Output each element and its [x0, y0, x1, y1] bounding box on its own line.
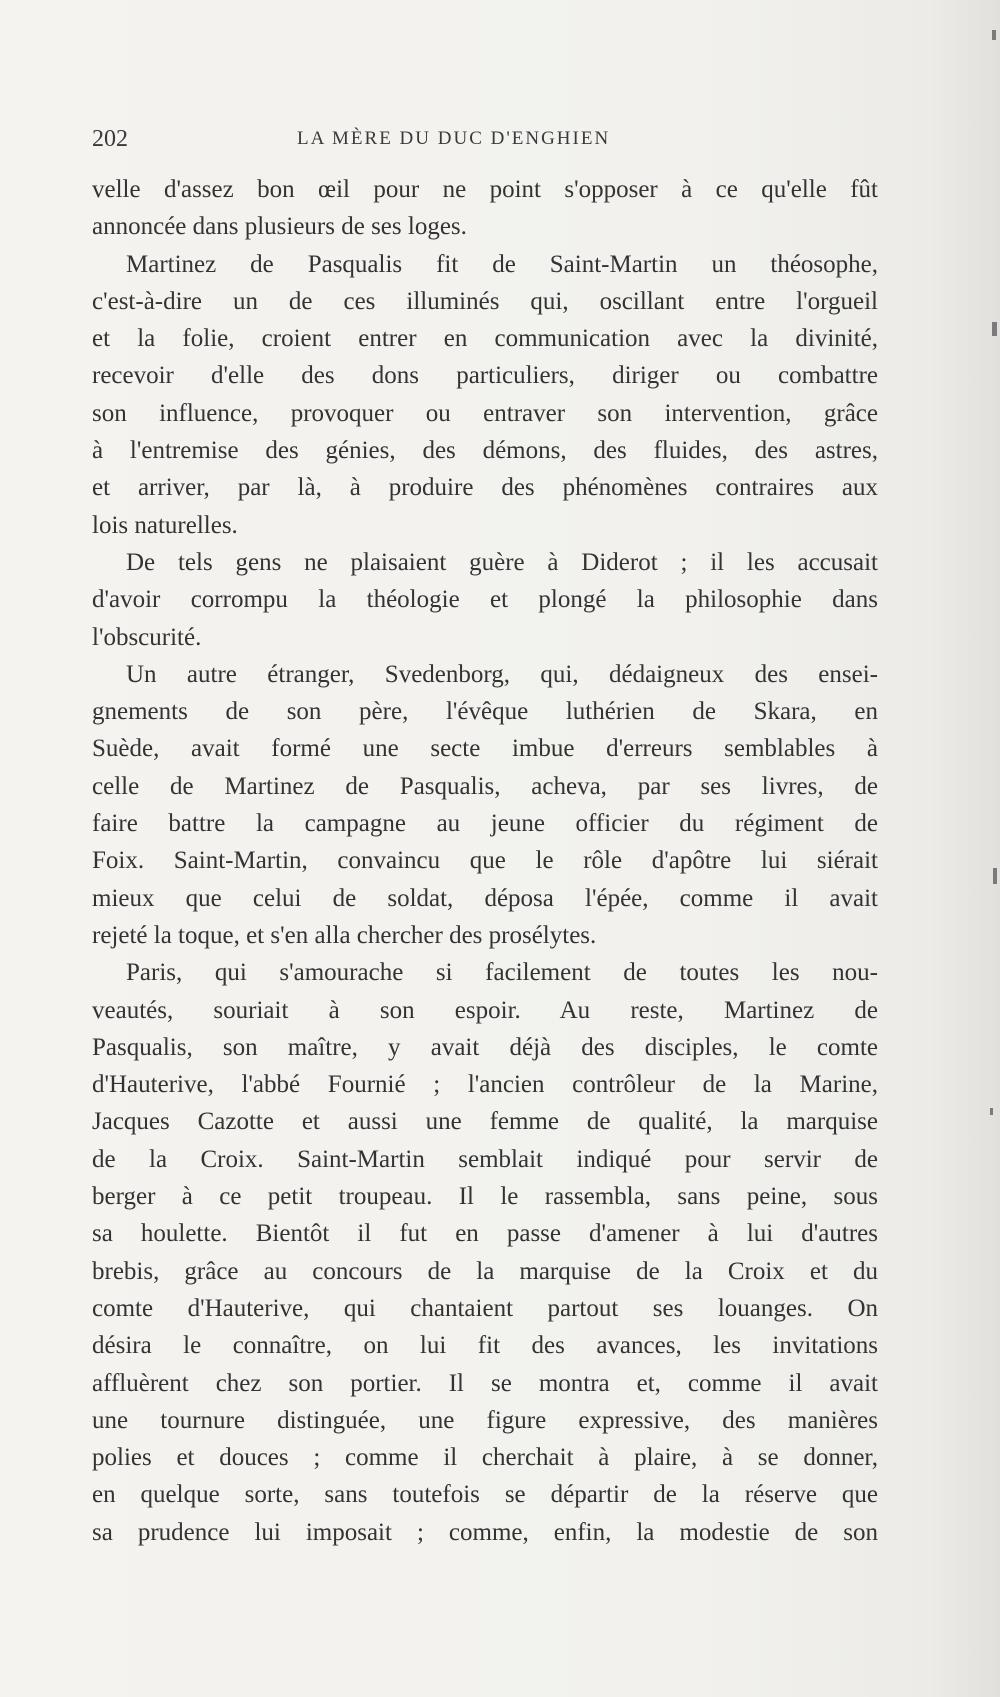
text-line: velle d'assez bon œil pour ne point s'opposer à ce qu'elle fût	[92, 176, 878, 203]
text-line: berger à ce petit troupeau. Il le rassembla, sans peine, sous	[92, 1183, 878, 1211]
text-line: Paris, qui s'amourache si facilement de toutes les nou-	[126, 959, 878, 987]
margin-mark	[992, 322, 997, 336]
text-line: affluèrent chez son portier. Il se montra et, comme il avait	[92, 1369, 878, 1397]
text-line: recevoir d'elle des dons particuliers, diriger ou combattre	[92, 362, 878, 390]
text-line: en quelque sorte, sans toutefois se départir de la réserve que	[92, 1481, 878, 1509]
running-title: LA MÈRE DU DUC D'ENGHIEN	[297, 128, 611, 149]
text-line: Un autre étranger, Svedenborg, qui, dédaigneux des ensei-	[126, 660, 878, 688]
text-line: veautés, souriait à son espoir. Au reste, Martinez de	[92, 996, 878, 1024]
text-line: annoncée dans plusieurs de ses loges.	[92, 213, 467, 241]
text-line: c'est-à-dire un de ces illuminés qui, oscillant entre l'orgueil	[92, 287, 878, 315]
text-line: polies et douces ; comme il cherchait à plaire, à se donner,	[92, 1444, 878, 1472]
text-line: Suède, avait formé une secte imbue d'erreurs semblables à	[92, 735, 878, 763]
text-line: brebis, grâce au concours de la marquise de la Croix et du	[92, 1257, 878, 1285]
page-number: 202	[92, 126, 128, 152]
text-line: sa houlette. Bientôt il fut en passe d'amener à lui d'autres	[92, 1220, 878, 1248]
text-line: Martinez de Pasqualis fit de Saint-Martin un théosophe,	[126, 250, 878, 278]
margin-mark	[992, 30, 996, 40]
text-line: celle de Martinez de Pasqualis, acheva, par ses livres, de	[92, 772, 878, 800]
text-line: d'avoir corrompu la théologie et plongé la philosophie dans	[92, 586, 878, 614]
text-line: et arriver, par là, à produire des phénomènes contraires aux	[92, 474, 878, 502]
body-text	[92, 171, 878, 1551]
text-line: comte d'Hauterive, qui chantaient partout ses louanges. On	[92, 1294, 878, 1322]
text-line: une tournure distinguée, une figure expressive, des manières	[92, 1406, 878, 1434]
text-line: rejeté la toque, et s'en alla chercher des prosélytes.	[92, 921, 597, 949]
page-header	[92, 126, 882, 160]
text-line: désira le connaître, on lui fit des avances, les invitations	[92, 1332, 878, 1360]
text-line: de la Croix. Saint-Martin semblait indiqué pour servir de	[92, 1145, 878, 1173]
text-line: mieux que celui de soldat, déposa l'épée, comme il avait	[92, 884, 878, 912]
text-line: d'Hauterive, l'abbé Fournié ; l'ancien contrôleur de la Marine,	[92, 1071, 878, 1099]
text-line: Pasqualis, son maître, y avait déjà des disciples, le comte	[92, 1033, 878, 1061]
text-line: Foix. Saint-Martin, convaincu que le rôle d'apôtre lui siérait	[92, 847, 878, 875]
text-line: gnements de son père, l'évêque luthérien de Skara, en	[92, 698, 878, 726]
margin-mark	[993, 868, 997, 884]
text-line: De tels gens ne plaisaient guère à Diderot ; il les accusait	[126, 548, 878, 576]
text-line: son influence, provoquer ou entraver son intervention, grâce	[92, 399, 878, 427]
text-line: lois naturelles.	[92, 511, 238, 539]
text-line: à l'entremise des génies, des démons, des fluides, des astres,	[92, 437, 878, 465]
text-line: l'obscurité.	[92, 623, 202, 651]
text-line: et la folie, croient entrer en communication avec la divinité,	[92, 325, 878, 353]
text-line: faire battre la campagne au jeune officier du régiment de	[92, 810, 878, 838]
text-line: Jacques Cazotte et aussi une femme de qualité, la marquise	[92, 1108, 878, 1136]
margin-mark	[990, 1108, 993, 1115]
text-line: sa prudence lui imposait ; comme, enfin, la modestie de son	[92, 1518, 878, 1546]
